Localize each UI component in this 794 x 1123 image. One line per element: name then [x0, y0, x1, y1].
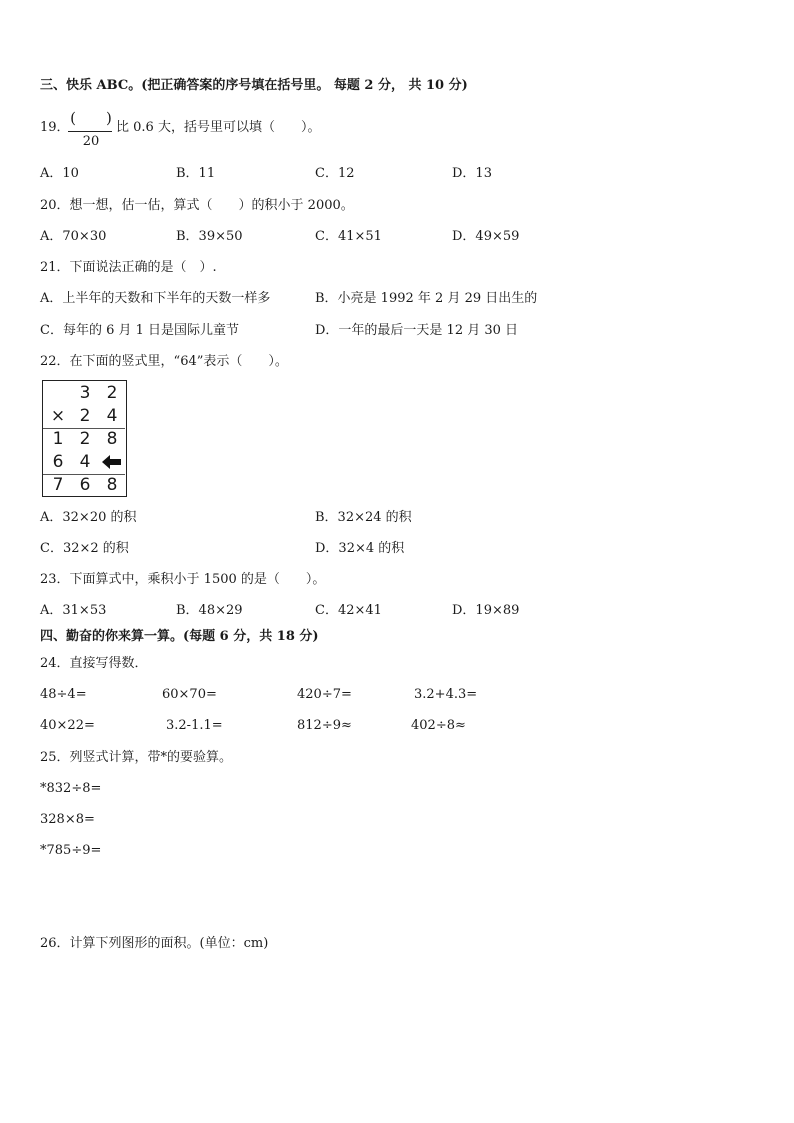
calc-digit: 6	[52, 452, 64, 472]
q20-option-d: D．49×59	[452, 229, 520, 244]
q24-item: 3.2+4.3=	[414, 687, 478, 702]
calc-digit: 7	[52, 475, 64, 495]
q21-option-b: B．小亮是 1992 年 2 月 29 日出生的	[315, 291, 538, 306]
calc-row-1	[43, 382, 125, 405]
q26-text: 26．计算下列图形的面积。(单位：cm)	[40, 936, 269, 951]
calc-digit: 2	[79, 429, 91, 449]
q19-option-b: B．11	[176, 166, 216, 181]
fraction-numerator: ( )	[70, 109, 112, 127]
left-arrow-icon	[99, 451, 125, 474]
q25-text: 25．列竖式计算，带*的要验算。	[40, 750, 233, 765]
q23-option-d: D．19×89	[452, 603, 520, 618]
q21-option-a: A．上半年的天数和下半年的天数一样多	[40, 291, 271, 306]
q21-option-d: D．一年的最后一天是 12 月 30 日	[315, 323, 519, 338]
q24-item: 420÷7=	[297, 687, 352, 702]
q24-item: 40×22=	[40, 718, 95, 733]
calc-digit: 1	[52, 429, 64, 449]
q19-text: 比 0.6 大，括号里可以填（ ）。	[116, 120, 321, 135]
fraction-denominator: 20	[82, 134, 100, 149]
q23-option-b: B．48×29	[176, 603, 243, 618]
q21-option-c: C．每年的 6 月 1 日是国际儿童节	[40, 323, 240, 338]
q24-item: 402÷8≈	[411, 718, 466, 733]
q22-option-d: D．32×4 的积	[315, 541, 405, 556]
q19-number: 19．	[40, 120, 70, 135]
section-3-title: 三、快乐 ABC。(把正确答案的序号填在括号里。 每题 2 分， 共 10 分)	[40, 78, 468, 93]
q19-fraction	[66, 108, 116, 152]
calc-digit: 2	[106, 383, 118, 403]
section-4-title: 四、勤奋的你来算一算。(每题 6 分，共 18 分)	[40, 629, 319, 644]
q19-option-d: D．13	[452, 166, 492, 181]
fraction-bar	[68, 131, 112, 132]
q24-item: 48÷4=	[40, 687, 87, 702]
q24-item: 812÷9≈	[297, 718, 352, 733]
q22-option-a: A．32×20 的积	[40, 510, 137, 525]
vertical-multiplication	[42, 380, 127, 497]
q24-item: 3.2-1.1=	[166, 718, 223, 733]
calc-row-4	[43, 451, 125, 474]
q20-option-b: B．39×50	[176, 229, 243, 244]
calc-row-2	[43, 405, 125, 428]
q20-text: 20．想一想，估一估，算式（ ）的积小于 2000。	[40, 198, 354, 213]
q25-item: *785÷9=	[40, 843, 102, 858]
q20-option-c: C．41×51	[315, 229, 382, 244]
calc-digit: 8	[106, 429, 118, 449]
q25-item: *832÷8=	[40, 781, 102, 796]
q19-option-c: C．12	[315, 166, 355, 181]
calc-digit: 4	[79, 452, 91, 472]
calc-digit: 3	[79, 383, 91, 403]
q21-text: 21．下面说法正确的是（ ）.	[40, 260, 217, 275]
calc-row-5	[43, 474, 125, 497]
calc-digit: 6	[79, 475, 91, 495]
calc-digit: 8	[106, 475, 118, 495]
q22-option-b: B．32×24 的积	[315, 510, 412, 525]
q19-option-a: A．10	[40, 166, 79, 181]
calc-row-3	[43, 428, 125, 451]
q23-option-c: C．42×41	[315, 603, 382, 618]
q24-text: 24．直接写得数．	[40, 656, 148, 671]
q22-text: 22．在下面的竖式里，“64”表示（ ）。	[40, 354, 288, 369]
q24-item: 60×70=	[162, 687, 217, 702]
calc-digit: 2	[79, 406, 91, 426]
q23-option-a: A．31×53	[40, 603, 107, 618]
calc-digit: 4	[106, 406, 118, 426]
q20-option-a: A．70×30	[40, 229, 107, 244]
q25-item: 328×8=	[40, 812, 95, 827]
q23-text: 23．下面算式中，乘积小于 1500 的是（ ）。	[40, 572, 326, 587]
q22-option-c: C．32×2 的积	[40, 541, 129, 556]
times-sign: ×	[50, 406, 66, 426]
